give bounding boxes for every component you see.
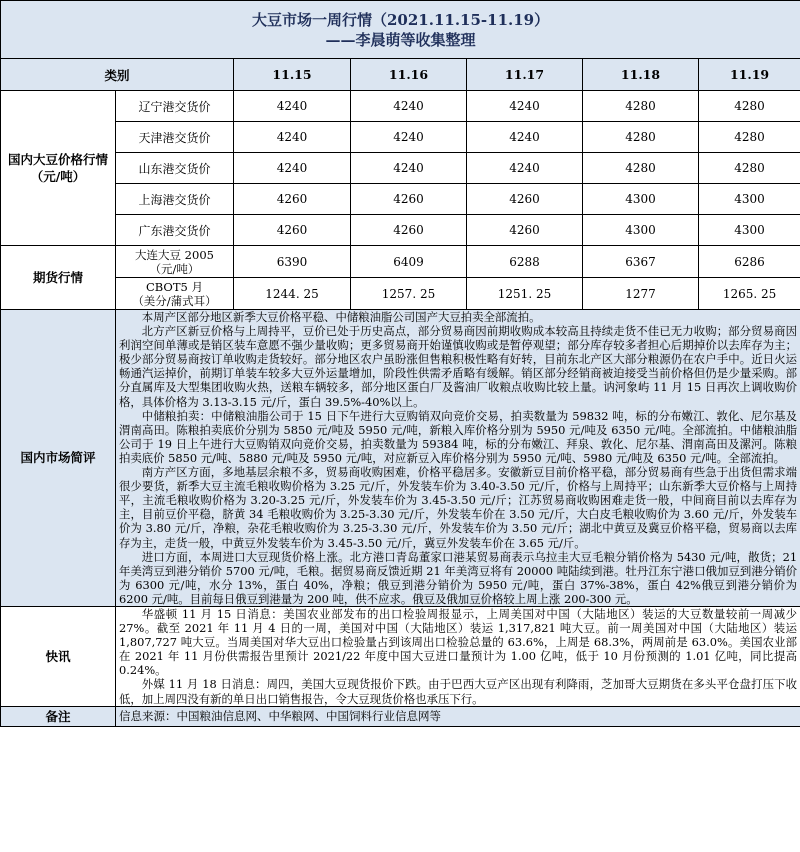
futures-value: 6409	[351, 246, 467, 278]
date-header: 11.18	[583, 59, 699, 91]
price-value: 4240	[234, 91, 351, 122]
news-text	[116, 606, 800, 706]
review-paragraph: 本周产区部分地区新季大豆价格平稳、中储粮油脂公司国产大豆拍卖全部流拍。	[141, 310, 541, 324]
futures-value: 1277	[583, 278, 699, 310]
price-value: 4280	[699, 153, 800, 184]
price-value: 4260	[467, 215, 583, 246]
futures-label	[116, 278, 234, 310]
date-header: 11.16	[351, 59, 467, 91]
title-line-1: 大豆市场一周行情（2021.11.15-11.19）	[251, 10, 550, 29]
market-review-category: 国内市场简评	[1, 310, 116, 607]
futures-row	[1, 278, 800, 310]
price-value: 4240	[467, 153, 583, 184]
price-label: 天津港交货价	[116, 122, 234, 153]
futures-label-line1: 大连大豆 2005	[135, 247, 214, 262]
price-value: 4300	[699, 215, 800, 246]
price-value: 4300	[699, 184, 800, 215]
price-row	[1, 184, 800, 215]
header-row	[1, 59, 800, 91]
futures-value: 6367	[583, 246, 699, 278]
price-value: 4260	[351, 184, 467, 215]
futures-value: 1265. 25	[699, 278, 800, 310]
price-value: 4240	[467, 91, 583, 122]
news-category: 快讯	[1, 606, 116, 706]
price-value: 4280	[583, 91, 699, 122]
futures-label-line2: （美分/蒲式耳）	[132, 293, 217, 308]
futures-value: 1244. 25	[234, 278, 351, 310]
price-label: 辽宁港交货价	[116, 91, 234, 122]
price-value: 4280	[699, 122, 800, 153]
price-value: 4260	[467, 184, 583, 215]
market-review-row	[1, 310, 800, 607]
price-value: 4280	[699, 91, 800, 122]
price-value: 4240	[234, 153, 351, 184]
price-value: 4240	[467, 122, 583, 153]
futures-value: 6288	[467, 246, 583, 278]
news-paragraph: 外媒 11 月 18 日消息：周四，美国大豆现货报价下跌。由于巴西大豆产区出现有利降雨，芝加哥大豆期货在多头平仓盘打压下收低，加上周四没有新的单日出口销售报告，令大豆现货价格也承压下行。	[119, 677, 798, 706]
futures-value: 1251. 25	[467, 278, 583, 310]
review-paragraph: 南方产区方面，多地基层余粮不多，贸易商收购困难，价格平稳居多。安徽新豆目前价格平稳，部分贸易商有些急于出货但需求端很少要货，新季大豆主流毛粮收购价格为 3.25 元/斤，外发装车价为 3.40-3.50 元/斤，价格与上周持平；山东新季大豆价格与上周持平，主流毛粮收购价格为 3.20-3.25 元/斤，外发装车价为 3.45-3.50 元/斤；江苏贸易商收购困难走货一般，中间商目前以去库存为主，目前豆价平稳，脐黄 34 毛粮收购价为 3.25-3.30 元/斤，外发装车价在 3.50 元/斤，大白皮毛粮收购价为 3.60 元/斤，外发装车价为 3.80 元/斤，净粮，杂花毛粮收购价为 3.25-3.30 元/斤，外发装车价为 3.50 元/斤；湖北中黄豆及冀豆价格平稳，贸易商以去库存为主，走货一般，中黄豆外发装车价为 3.45-3.50 元/斤，冀豆外发装车价在 3.65 元/斤。	[119, 465, 798, 550]
market-review-text	[116, 310, 800, 607]
price-row	[1, 153, 800, 184]
price-value: 4240	[234, 122, 351, 153]
price-row	[1, 91, 800, 122]
price-value: 4280	[583, 122, 699, 153]
notes-text: 信息来源：中国粮油信息网、中华粮网、中国饲料行业信息网等	[116, 706, 800, 726]
review-paragraph: 北方产区新豆价格与上周持平，豆价已处于历史高点，部分贸易商因前期收购成本较高且持续走货不佳已无力收购；部分贸易商因利润空间单薄或是销区装车意愿不强少量收购；更多贸易商开始谨慎收购或是暂停观望；部分库存较多者担心后期掉价以去库存为主；极少部分贸易商按订单收购走货较好。部分地区农户虽盼涨但售粮积极性略有好转，目前东北产区大部分粮源仍在农户手中。近日火运畅通汽运掉价，前期订单装车较多大豆外运量增加，阶段性供需矛盾略有缓解。销区部分经销商被迫接受当前价格但仍是少量采购。部分直属库及大型集团收购火热，送粮车辆较多，部分地区蛋白厂及酱油厂收粮点收购比较上量。讷河象屿 11 月 15 日再次上调收购价格，具体价格为 3.13-3.15 元/斤，蛋白 39.5%-40%以上。	[119, 324, 798, 409]
price-row	[1, 122, 800, 153]
price-value: 4260	[351, 215, 467, 246]
price-label: 山东港交货价	[116, 153, 234, 184]
date-header: 11.17	[467, 59, 583, 91]
news-row	[1, 606, 800, 706]
price-value: 4260	[234, 215, 351, 246]
futures-label-line1: CBOT5 月	[145, 279, 204, 294]
price-value: 4300	[583, 184, 699, 215]
futures-row	[1, 246, 800, 278]
date-header: 11.15	[234, 59, 351, 91]
price-label: 上海港交货价	[116, 184, 234, 215]
category-header: 类别	[1, 59, 234, 91]
price-value: 4240	[351, 91, 467, 122]
futures-category: 期货行情	[1, 246, 116, 310]
price-row	[1, 215, 800, 246]
price-value: 4300	[583, 215, 699, 246]
review-paragraph: 中储粮拍卖：中储粮油脂公司于 15 日下午进行大豆购销双向竞价交易，拍卖数量为 59832 吨，标的分布嫩江、敦化、尼尔基及渭南高田。陈粮拍卖底价分别为 5850 元/吨及 5950 元/吨，新粮入库价格分别为 5950 元/吨及 6350 元/吨。全部流拍。中储粮油脂公司于 19 日上午进行大豆购销双向竞价交易，拍卖数量为 59384 吨，标的分布嫩江、拜泉、敦化、尼尔基、渭南高田及漯河。陈粮拍卖底价 5850 元/吨、5880 元/吨及 5950 元/吨，对应新豆入库价格分别为 5950 元/吨、5980 元/吨及 6350 元/吨。全部流拍。	[119, 408, 798, 465]
report-title	[1, 1, 800, 59]
notes-row	[1, 706, 800, 726]
price-label: 广东港交货价	[116, 215, 234, 246]
futures-value: 1257. 25	[351, 278, 467, 310]
news-paragraph: 华盛顿 11 月 15 日消息：美国农业部发布的出口检验周报显示，上周美国对中国（大陆地区）装运的大豆数量较前一周减少 27%。截至 2021 年 11 月 4 日的一周，美国对中国（大陆地区）装运 1,317,821 吨大豆。前一周美国对中国（大陆地区）装运 1,807,727 吨大豆。当周美国对华大豆出口检验量占到该周出口检验总量的 63.6%，上周是 68.3%，两周前是 63.0%。美国农业部在 2021 年 11 月份供需报告里预计 2021/22 年度中国大豆进口量预计为 1.00 亿吨，低于 10 月份预测的 1.01 亿吨，同比提高 0.24%。	[119, 606, 798, 678]
futures-value: 6286	[699, 246, 800, 278]
price-value: 4240	[351, 153, 467, 184]
price-value: 4280	[583, 153, 699, 184]
notes-category: 备注	[1, 706, 116, 726]
price-value: 4260	[234, 184, 351, 215]
price-value: 4240	[351, 122, 467, 153]
domestic-price-category: 国内大豆价格行情（元/吨）	[1, 91, 116, 246]
review-paragraph: 进口方面，本周进口大豆现货价格上涨。北方港口青岛董家口港某贸易商表示乌拉圭大豆毛粮分销价格为 5430 元/吨，散货；21 年美湾豆到港分销价 5700 元/吨，毛粮。据贸易商反馈近期 21 年美湾豆将有 20000 吨陆续到港。牡丹江东宁港口俄加豆到港分销价为 6300 元/吨，水分 13%，蛋白 40%，净粮；俄豆到港分销价为 5950 元/吨，蛋白 37%-38%，蛋白 42%俄豆到港分销价为 6200 元/吨。目前每日俄豆到港量为 200 吨，供不应求。俄豆及俄加豆价格较上周上涨 200-300 元。	[119, 549, 798, 606]
futures-label-line2: （元/吨）	[149, 261, 200, 276]
futures-label	[116, 246, 234, 278]
title-line-2: ——李晨萌等收集整理	[325, 30, 476, 49]
futures-value: 6390	[234, 246, 351, 278]
date-header: 11.19	[699, 59, 800, 91]
